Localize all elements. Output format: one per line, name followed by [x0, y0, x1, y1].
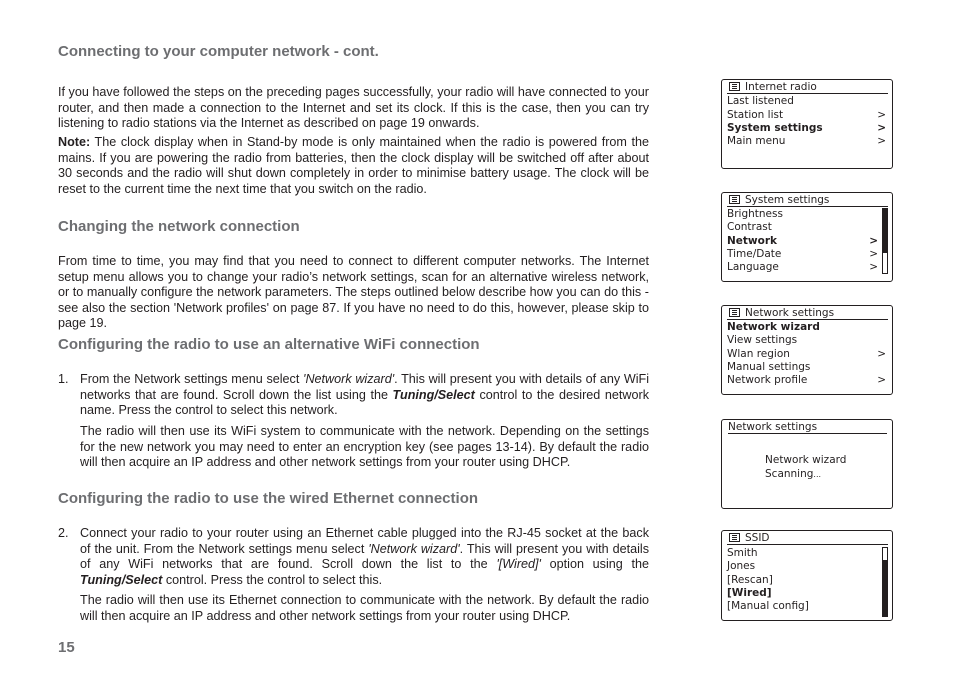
section-heading-connecting: Connecting to your computer network - cont.: [58, 43, 379, 60]
scrollbar-thumb: [883, 560, 887, 616]
step1-text-e: control to the desired network name. Press the control to select this network.: [80, 387, 649, 417]
menu-icon: [729, 308, 740, 317]
screen-title-bar: [727, 80, 888, 94]
ssid-item: Smith: [727, 547, 758, 559]
menu-item-manual-settings: Manual settings: [727, 361, 811, 373]
chevron-right-icon: >: [877, 135, 886, 147]
scrollbar: [882, 208, 888, 274]
chevron-right-icon: >: [877, 348, 886, 360]
screen-title-bar: [727, 193, 888, 207]
menu-icon: [729, 82, 740, 91]
scanning-status: Scanning...: [765, 468, 822, 480]
section-heading-changing: Changing the network connection: [58, 218, 300, 235]
scrollbar: [882, 547, 888, 617]
lcd-screen-scanning: [721, 419, 893, 509]
screen-title: Internet radio: [745, 80, 817, 93]
step1-control-name: Tuning/Select: [392, 387, 475, 402]
lcd-screen-ssid: [721, 530, 893, 621]
screen-title-bar: [728, 420, 887, 434]
screen-title: System settings: [745, 193, 830, 206]
screen-title: Network settings: [728, 420, 818, 433]
chevron-right-icon: >: [877, 109, 886, 121]
ssid-item-rescan: [Rescan]: [727, 574, 773, 586]
note-text: The clock display when in Stand-by mode is only maintained when the radio is powered from the mains. If you are powering the radio from batteries, then the clock display will be switched off after about 30 seconds and the radio will shut down completely in order to minimise battery usage. The clock will be reset to the current time the next time that you switch on the radio.: [58, 135, 649, 196]
section-heading-wired: Configuring the radio to use the wired Ethernet connection: [58, 490, 479, 507]
menu-item-brightness: Brightness: [727, 208, 783, 220]
ssid-item-manual-config: [Manual config]: [727, 600, 809, 612]
menu-item-network: Network >: [727, 235, 878, 247]
wizard-label: Network wizard: [765, 454, 847, 466]
step2-text-g: control. Press the control to select this.: [162, 572, 383, 587]
intro-paragraph: If you have followed the steps on the preceding pages successfully, your radio will have connected to your router, and then made a connection to the Internet and set its clock. If this is the case, then you can try listening to radio stations via the Internet as described on page 19 onwards.: [58, 85, 649, 130]
menu-item-contrast: Contrast: [727, 221, 772, 233]
screen-title: Network settings: [745, 306, 835, 319]
note-paragraph: [58, 135, 649, 197]
step2-paragraph-2: The radio will then use its Ethernet connection to communicate with the network. By default the radio will then acquire an IP address and other network settings from your router using DHCP.: [80, 593, 649, 623]
ssid-item-wired: [Wired]: [727, 587, 772, 599]
screen-title: SSID: [745, 531, 770, 544]
menu-item-network-profile: Network profile >: [727, 374, 886, 386]
screen-title-bar: [727, 306, 888, 320]
menu-icon: [729, 533, 740, 542]
note-label: Note:: [58, 135, 91, 149]
chevron-right-icon: >: [877, 374, 886, 386]
menu-item-station-list: Station list >: [727, 109, 886, 121]
step2-menu-item: 'Network wizard': [368, 541, 460, 556]
step2-text-c: . This will present you with details of any WiFi networks that are found. Scroll down the list to the: [80, 541, 650, 571]
step1-paragraph: [80, 372, 649, 419]
lcd-screen-network-settings: [721, 305, 893, 395]
step-number: 2.: [58, 526, 69, 540]
step2-control-name: Tuning/Select: [80, 572, 163, 587]
chevron-right-icon: >: [869, 248, 878, 260]
menu-icon: [729, 195, 740, 204]
step2-text-e: option using the: [540, 557, 649, 571]
menu-item-main-menu: Main menu >: [727, 135, 886, 147]
menu-item-system-settings: System settings >: [727, 122, 886, 134]
page-number: 15: [58, 639, 75, 656]
scrollbar-thumb: [883, 209, 887, 253]
menu-item-time-date: Time/Date >: [727, 248, 878, 260]
step2-paragraph: [80, 526, 649, 588]
step2-text-a: Connect your radio to your router using an Ethernet cable plugged into the RJ-45 socket at the back of the unit. From the Network settings menu select: [80, 526, 649, 556]
chevron-right-icon: >: [869, 261, 878, 273]
menu-item-view-settings: View settings: [727, 334, 798, 346]
step-number: 1.: [58, 372, 69, 386]
ellipsis: ...: [813, 470, 822, 479]
ssid-item: Jones: [727, 560, 756, 572]
lcd-screen-system-settings: [721, 192, 893, 282]
menu-item-wlan-region: Wlan region >: [727, 348, 886, 360]
menu-item-network-wizard: Network wizard: [727, 321, 820, 333]
menu-item-language: Language >: [727, 261, 878, 273]
step1-paragraph-2: The radio will then use its WiFi system to communicate with the network. Depending on the settings for the new network you may need to enter an encryption key (see pages 13-14). By default the radio will then acquire an IP address and other network settings from your router using DHCP.: [80, 424, 649, 469]
step2-option-name: '[Wired]': [496, 557, 541, 571]
lcd-screen-internet-radio: [721, 79, 893, 169]
changing-paragraph: From time to time, you may find that you need to connect to different computer networks. The Internet setup menu allows you to change your radio’s network settings, scan for an alternative wireless network, or to manually configure the network parameters. The steps outlined below describe how you can do this - see also the section 'Network profiles' on page 87. If you have no need to do this, however, please skip to page 19.: [58, 254, 649, 330]
step1-menu-item: 'Network wizard': [303, 372, 395, 386]
chevron-right-icon: >: [869, 235, 878, 247]
step1-text-c: . This will present you with details of any WiFi networks that are found. Scroll down the list using the: [80, 372, 650, 402]
menu-item-last-listened: Last listened: [727, 95, 794, 107]
section-heading-wifi: Configuring the radio to use an alternative WiFi connection: [58, 336, 480, 353]
screen-title-bar: [727, 531, 888, 545]
chevron-right-icon: >: [877, 122, 886, 134]
step1-text-a: From the Network settings menu select: [80, 372, 304, 386]
